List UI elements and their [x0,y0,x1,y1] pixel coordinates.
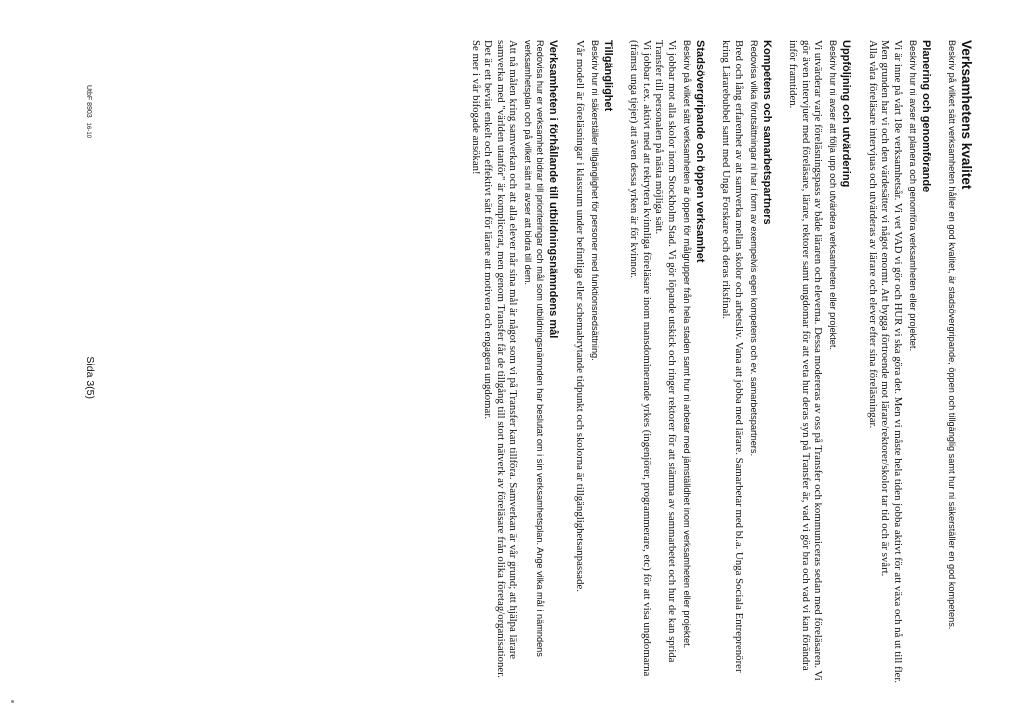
form-code-footer [85,85,92,138]
page-number: Sida 3(5) [84,356,96,399]
section-heading: Verksamhetens kvalitet [959,40,974,190]
section-description: Beskriv på vilket sätt verksamheten är öppen för målgrupper från hela staden samt hur ni arbetar med jämställdhet inom verksamheten eller projektet. [682,40,692,649]
section-stadsovergripande [628,40,706,690]
section-description: Beskriv på vilket sätt verksamheten håller en god kvalitet, är stadsövergripande, öppen och tillgänglig samt hur ni säkerställer en god kompetens. [947,40,957,630]
section-description: Redovisa vilka förutsättningar ni har i form av exempelvis egen kompetens och ev. samarbetspartners. [749,40,759,457]
form-date: 16-10 [85,122,91,138]
section-utbildningsnamndens-mal [470,40,560,690]
section-heading: Planering och genomförande [920,40,932,193]
section-heading: Verksamheten i förhållande till utbildningsnämndens mål [547,40,560,339]
section-description: Beskriv hur ni avser att följa upp och utvärdera verksamheten eller projektet. [828,40,839,350]
section-description: Beskriv hur ni avser att planera och genomföra verksamheten eller projektet. [908,40,918,351]
form-code: UtbF 8903 [85,85,92,118]
section-body: Vår modell är föreläsningar i klassrum under befintliga eller schemabrytande tidpunkt och skolorna är tillgänglighetsanpassade. [574,40,586,592]
section-heading: Uppföljning och utvärdering [840,40,853,188]
scan-speck [11,700,14,703]
section-body: Vi utvärderar varje föreläsningspass av både läraren och eleverna. Dessa modereras av oss på Transfer och kommuniceras sedan med föreläsaren. Vi gör även intervjuer med föreläsare, lärare, rektorer samt ungdomar för att veta hur deras syn på Transfer är, vad vi gör bra och vad vi kan förändra inför framtiden. [787,40,825,681]
section-description: Redovisa hur er verksamhet bidrar till prioriteringar och mål som utbildningsnämnden har beslutat om i sin verksamhetsplan. Ange vilka mål i nämndens verksamhetsplan och på vilket sätt ni avser att bidra till dem. [523,40,546,657]
section-kompetens [720,40,773,690]
section-body: Vi jobbar mot alla skolor inom Stockholm Stad. Vi gör löpande utskick och ringer rektorer för att stämma av sammarbetet och hur de kan sprida Transfer till personalen på nästa möjliga sätt. Vi jobbar t.ex. aktivt med att rekrytera kvinnliga föreläsare inom mansdominerande yrkes (ingenjörer, programmerare, etc) för att visa ungdomarna (främst unga tjejer) att även dessa yrken är för kvinnor. [628,40,678,677]
section-body: Bred och lång erfarenhet av att samverka mellan skolor och arbetsliv. Vana att jobba med lärare. Samarbetar med bl.a. Unga Sociala Entreprenörer kring Lärarebubbel samt med Unga Forskare och deras riksfinal. [720,40,745,673]
section-body: Att nå målen kring samverkan och att alla elever når sina mål är något som vi på Transfer kan tillföra. Samverkan är vår grund; att hjälpa lärare samverka med "världen utanför" är komplicerat, men genom Transfer får de tillgång till stort nätverk av föreläsare från olika företag/organisationer. Det är ett beviat enkelt och effektivt sätt för lärare att motivera och engagera ungdomar. Se mer i vår bifogade ansökan! [470,40,520,678]
section-verksamhetens-kvalitet [946,40,974,690]
section-uppfoljning [787,40,853,690]
section-description: Beskriv hur ni säkerställer tillgänglighet för personer med funktionsnedsättning. [590,40,600,361]
section-planering [867,40,933,690]
section-body: Vi är inne på vårt 18e verksamhetsår. Vi vet VAD vi gör och HUR vi ska göra det. Men vi måste hela tiden jobba aktivt för att växa och nå ut till fler. Men grunden har vi och den värdesätter vi något enormt. Att bygga förtroende mot lärare/rektorer/skolor tar tid och är svårt. Alla våra föreläsare intervjuas och utvärderas av lärare och elever efter sina föreläsningar. [867,40,904,684]
section-heading: Stadsövergripande och öppen verksamhet [694,40,706,263]
section-tillganglighet [574,40,615,690]
section-heading: Tillgänglighet [602,40,614,112]
page-content [456,40,975,690]
section-heading: Kompetens och samarbetspartners [761,40,773,225]
